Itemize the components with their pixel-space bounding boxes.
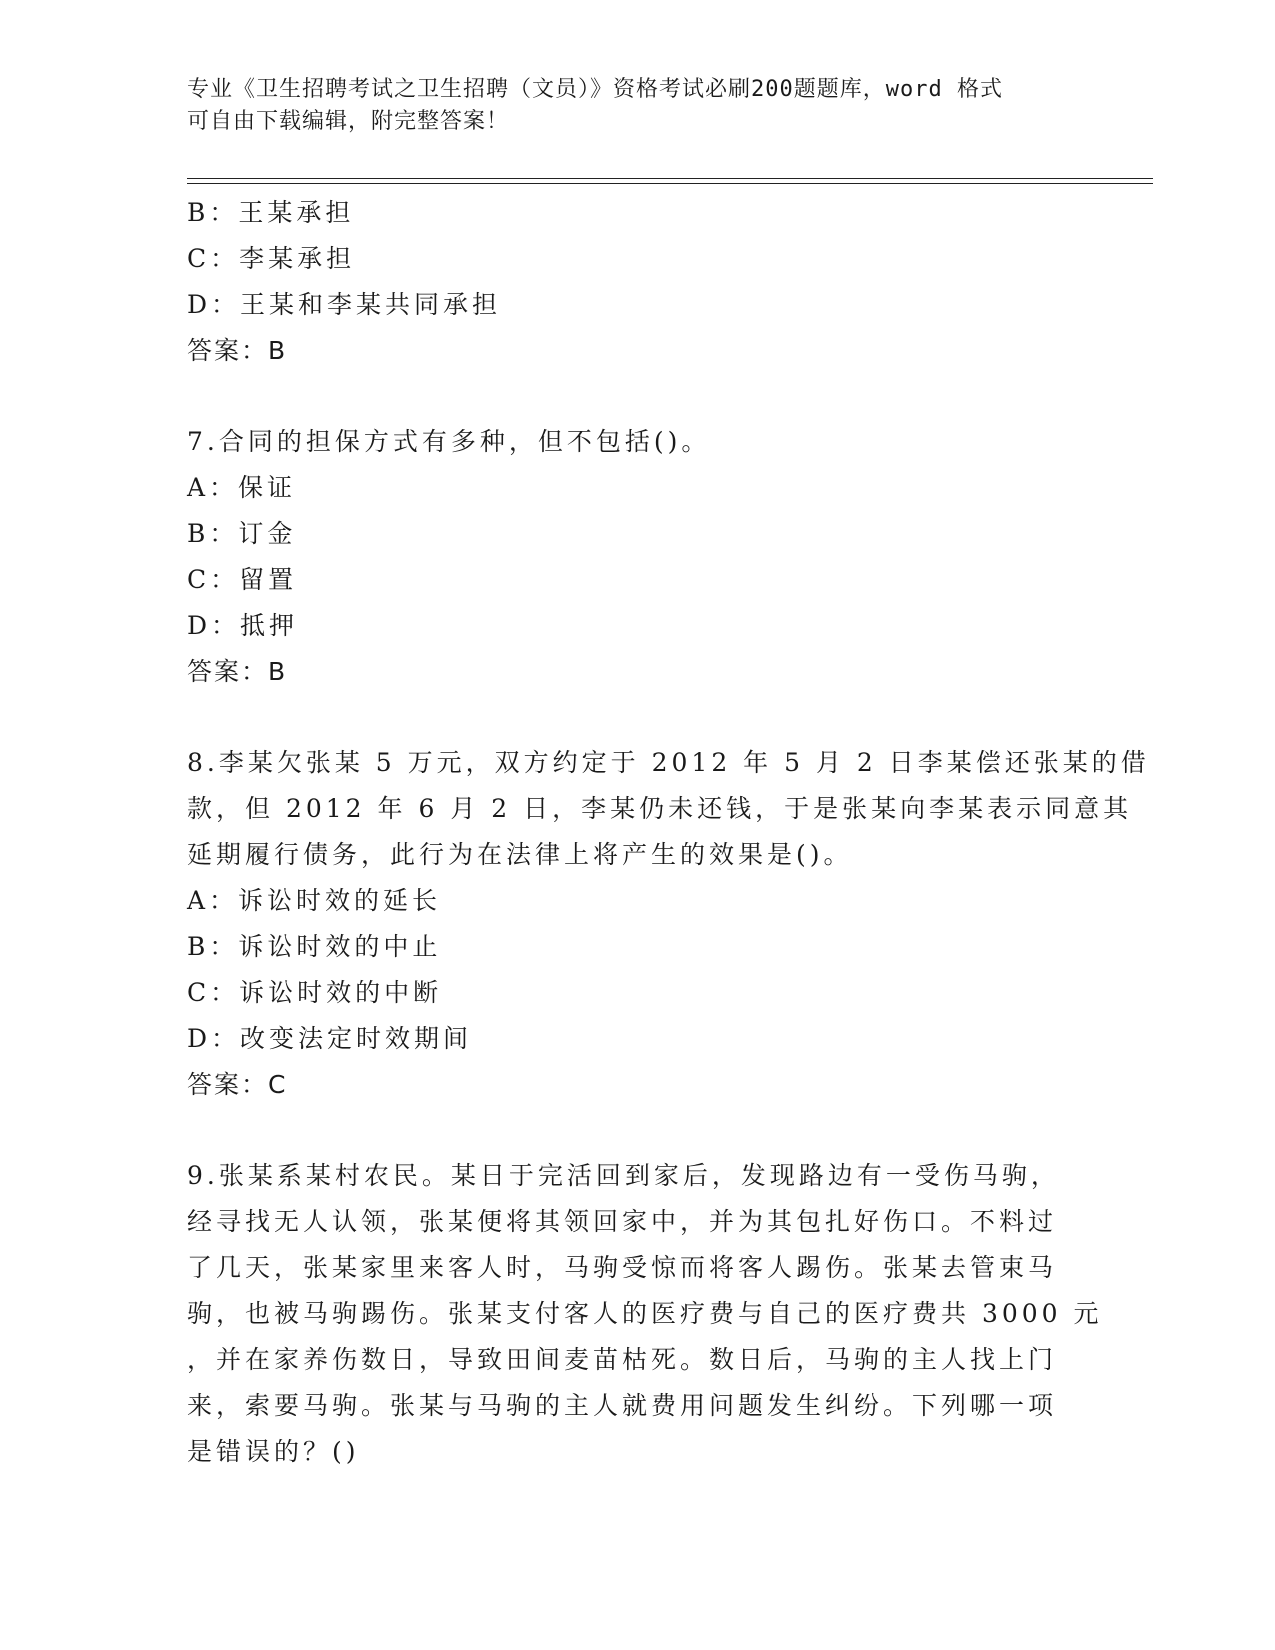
header-divider-top [187, 178, 1153, 179]
question-stem-line-2: 款，但 2012 年 6 月 2 日，李某仍未还钱，于是张某向李某表示同意其 [187, 794, 1133, 823]
option-d: D：改变法定时效期间 [187, 1024, 473, 1053]
document-body [187, 190, 1150, 1475]
option-d: D：王某和李某共同承担 [187, 290, 502, 319]
header-divider-bottom [187, 183, 1153, 184]
page-header [187, 74, 1067, 138]
answer-line: 答案：B [187, 336, 288, 365]
option-c: C：诉讼时效的中断 [187, 978, 443, 1007]
option-a: A：诉讼时效的延长 [187, 886, 442, 915]
question-9 [187, 1153, 1103, 1475]
question-stem-line-4: 驹，也被马驹踢伤。张某支付客人的医疗费与自己的医疗费共 3000 元 [187, 1299, 1103, 1328]
option-b: B：订金 [187, 519, 297, 548]
option-a: A：保证 [187, 473, 297, 502]
question-stem-line-3: 延期履行债务，此行为在法律上将产生的效果是()。 [187, 840, 853, 869]
question-stem-line-7: 是错误的？() [187, 1437, 360, 1466]
question-8 [187, 740, 1150, 1108]
question-7 [187, 419, 1087, 695]
option-d: D：抵押 [187, 611, 299, 640]
answer-line: 答案：B [187, 657, 288, 686]
question-stem-line-2: 经寻找无人认领，张某便将其领回家中，并为其包扎好伤口。不料过 [187, 1207, 1058, 1236]
question-stem: 7.合同的担保方式有多种，但不包括()。 [187, 427, 711, 456]
option-c: C：留置 [187, 565, 298, 594]
question-stem-line-5: ，并在家养伤数日，导致田间麦苗枯死。数日后，马驹的主人找上门 [187, 1345, 1058, 1374]
question-stem-line-3: 了几天，张某家里来客人时，马驹受惊而将客人踢伤。张某去管束马 [187, 1253, 1058, 1282]
option-c: C：李某承担 [187, 244, 356, 273]
question-stem-line-6: 来，索要马驹。张某与马驹的主人就费用问题发生纠纷。下列哪一项 [187, 1391, 1058, 1420]
answer-line: 答案：C [187, 1070, 288, 1099]
option-b: B：王某承担 [187, 198, 355, 227]
question-stem-line-1: 8.李某欠张某 5 万元，双方约定于 2012 年 5 月 2 日李某偿还张某的借 [187, 748, 1150, 777]
question-6-continued [187, 190, 1087, 374]
question-stem-line-1: 9.张某系某村农民。某日于完活回到家后，发现路边有一受伤马驹， [187, 1161, 1060, 1190]
header-line-2: 可自由下载编辑，附完整答案！ [187, 109, 510, 134]
option-b: B：诉讼时效的中止 [187, 932, 442, 961]
header-line-1: 专业《卫生招聘考试之卫生招聘（文员）》资格考试必刷200题题库，word 格式 [187, 77, 1003, 102]
